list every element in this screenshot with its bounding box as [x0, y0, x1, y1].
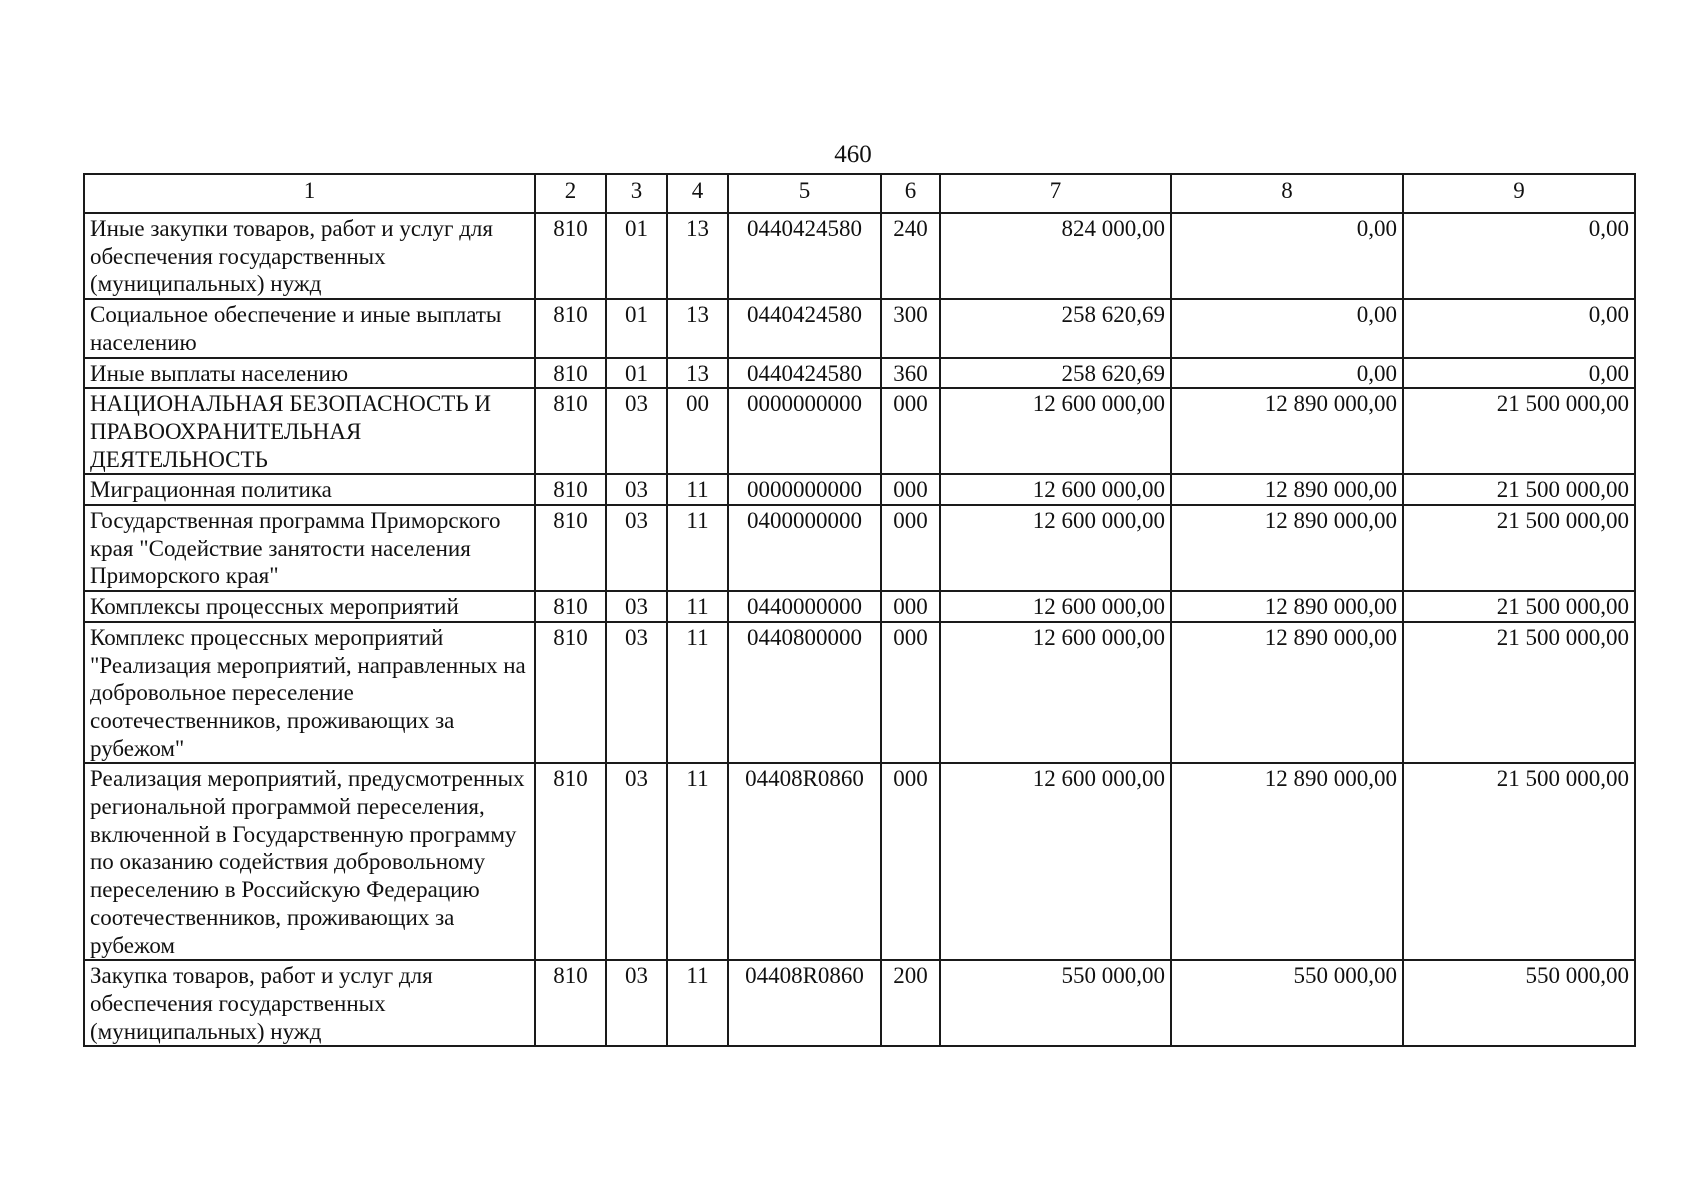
row-code-5: 0440424580 [728, 299, 881, 357]
row-amount-7: 12 600 000,00 [940, 388, 1171, 474]
row-code-4: 13 [667, 299, 728, 357]
row-code-2: 810 [535, 388, 606, 474]
header-col-8: 8 [1171, 174, 1403, 213]
row-code-2: 810 [535, 763, 606, 960]
row-code-2: 810 [535, 213, 606, 299]
row-amount-7: 258 620,69 [940, 358, 1171, 389]
table-row [84, 591, 1635, 622]
row-code-3: 03 [606, 474, 667, 505]
row-amount-9: 21 500 000,00 [1403, 474, 1635, 505]
row-code-6: 000 [881, 591, 940, 622]
row-code-2: 810 [535, 474, 606, 505]
row-code-2: 810 [535, 505, 606, 591]
row-name: Государственная программа Приморского края "Содействие занятости населения Приморского края" [84, 505, 535, 591]
row-amount-9: 21 500 000,00 [1403, 388, 1635, 474]
header-row [84, 174, 1635, 213]
header-col-6: 6 [881, 174, 940, 213]
row-amount-9: 21 500 000,00 [1403, 622, 1635, 764]
row-code-3: 01 [606, 358, 667, 389]
row-code-6: 200 [881, 960, 940, 1046]
row-amount-9: 0,00 [1403, 358, 1635, 389]
row-code-4: 00 [667, 388, 728, 474]
row-code-3: 03 [606, 591, 667, 622]
header-col-5: 5 [728, 174, 881, 213]
row-amount-8: 0,00 [1171, 213, 1403, 299]
table-row [84, 505, 1635, 591]
row-code-3: 03 [606, 763, 667, 960]
table-row [84, 299, 1635, 357]
row-code-5: 04408R0860 [728, 763, 881, 960]
row-code-6: 360 [881, 358, 940, 389]
row-code-5: 0440800000 [728, 622, 881, 764]
row-code-2: 810 [535, 358, 606, 389]
row-amount-8: 0,00 [1171, 299, 1403, 357]
header-col-2: 2 [535, 174, 606, 213]
row-code-6: 300 [881, 299, 940, 357]
table-row [84, 358, 1635, 389]
budget-table [83, 173, 1636, 1047]
row-name: Комплексы процессных мероприятий [84, 591, 535, 622]
table-row [84, 763, 1635, 960]
table-row [84, 960, 1635, 1046]
row-code-4: 13 [667, 213, 728, 299]
row-code-3: 01 [606, 213, 667, 299]
header-col-4: 4 [667, 174, 728, 213]
row-amount-9: 21 500 000,00 [1403, 505, 1635, 591]
row-code-4: 11 [667, 960, 728, 1046]
row-amount-7: 258 620,69 [940, 299, 1171, 357]
row-amount-8: 12 890 000,00 [1171, 388, 1403, 474]
row-amount-7: 12 600 000,00 [940, 591, 1171, 622]
row-code-6: 000 [881, 388, 940, 474]
row-name: Иные выплаты населению [84, 358, 535, 389]
row-code-6: 000 [881, 622, 940, 764]
table-body [84, 213, 1635, 1046]
row-name: Закупка товаров, работ и услуг для обеспечения государственных (муниципальных) нужд [84, 960, 535, 1046]
header-col-9: 9 [1403, 174, 1635, 213]
row-code-6: 000 [881, 763, 940, 960]
row-amount-7: 824 000,00 [940, 213, 1171, 299]
row-amount-9: 0,00 [1403, 213, 1635, 299]
table-header [84, 174, 1635, 213]
row-code-2: 810 [535, 591, 606, 622]
row-name: Миграционная политика [84, 474, 535, 505]
row-code-5: 0000000000 [728, 388, 881, 474]
table-row [84, 213, 1635, 299]
row-code-5: 0440424580 [728, 213, 881, 299]
row-amount-9: 550 000,00 [1403, 960, 1635, 1046]
row-amount-7: 12 600 000,00 [940, 505, 1171, 591]
header-col-7: 7 [940, 174, 1171, 213]
row-amount-8: 12 890 000,00 [1171, 622, 1403, 764]
row-code-4: 11 [667, 591, 728, 622]
row-code-5: 04408R0860 [728, 960, 881, 1046]
row-code-4: 13 [667, 358, 728, 389]
row-code-4: 11 [667, 622, 728, 764]
row-amount-7: 12 600 000,00 [940, 474, 1171, 505]
row-amount-8: 12 890 000,00 [1171, 763, 1403, 960]
row-amount-8: 0,00 [1171, 358, 1403, 389]
row-code-6: 240 [881, 213, 940, 299]
row-amount-8: 12 890 000,00 [1171, 474, 1403, 505]
page-number: 460 [834, 141, 872, 168]
row-name: Реализация мероприятий, предусмотренных региональной программой переселения, включенной в Государственную программу по оказанию содействия добровольному переселению в Российскую Федерацию соотечественников, проживающих за рубежом [84, 763, 535, 960]
row-code-6: 000 [881, 505, 940, 591]
row-amount-8: 12 890 000,00 [1171, 505, 1403, 591]
row-amount-9: 21 500 000,00 [1403, 763, 1635, 960]
row-name: Социальное обеспечение и иные выплаты населению [84, 299, 535, 357]
row-name: НАЦИОНАЛЬНАЯ БЕЗОПАСНОСТЬ И ПРАВООХРАНИТЕЛЬНАЯ ДЕЯТЕЛЬНОСТЬ [84, 388, 535, 474]
row-amount-8: 12 890 000,00 [1171, 591, 1403, 622]
header-col-1: 1 [84, 174, 535, 213]
row-name: Комплекс процессных мероприятий "Реализация мероприятий, направленных на добровольное переселение соотечественников, проживающих за рубежом" [84, 622, 535, 764]
row-amount-8: 550 000,00 [1171, 960, 1403, 1046]
row-code-2: 810 [535, 622, 606, 764]
row-amount-7: 12 600 000,00 [940, 763, 1171, 960]
row-code-2: 810 [535, 299, 606, 357]
row-name: Иные закупки товаров, работ и услуг для обеспечения государственных (муниципальных) нужд [84, 213, 535, 299]
row-code-4: 11 [667, 474, 728, 505]
row-code-5: 0000000000 [728, 474, 881, 505]
row-code-3: 03 [606, 622, 667, 764]
row-code-2: 810 [535, 960, 606, 1046]
row-code-5: 0400000000 [728, 505, 881, 591]
table-row [84, 474, 1635, 505]
table-row [84, 388, 1635, 474]
row-amount-9: 0,00 [1403, 299, 1635, 357]
row-code-3: 01 [606, 299, 667, 357]
table-row [84, 622, 1635, 764]
row-amount-7: 550 000,00 [940, 960, 1171, 1046]
row-code-4: 11 [667, 505, 728, 591]
row-code-6: 000 [881, 474, 940, 505]
row-amount-7: 12 600 000,00 [940, 622, 1171, 764]
row-code-4: 11 [667, 763, 728, 960]
row-amount-9: 21 500 000,00 [1403, 591, 1635, 622]
header-col-3: 3 [606, 174, 667, 213]
row-code-3: 03 [606, 388, 667, 474]
row-code-5: 0440000000 [728, 591, 881, 622]
row-code-5: 0440424580 [728, 358, 881, 389]
row-code-3: 03 [606, 505, 667, 591]
row-code-3: 03 [606, 960, 667, 1046]
